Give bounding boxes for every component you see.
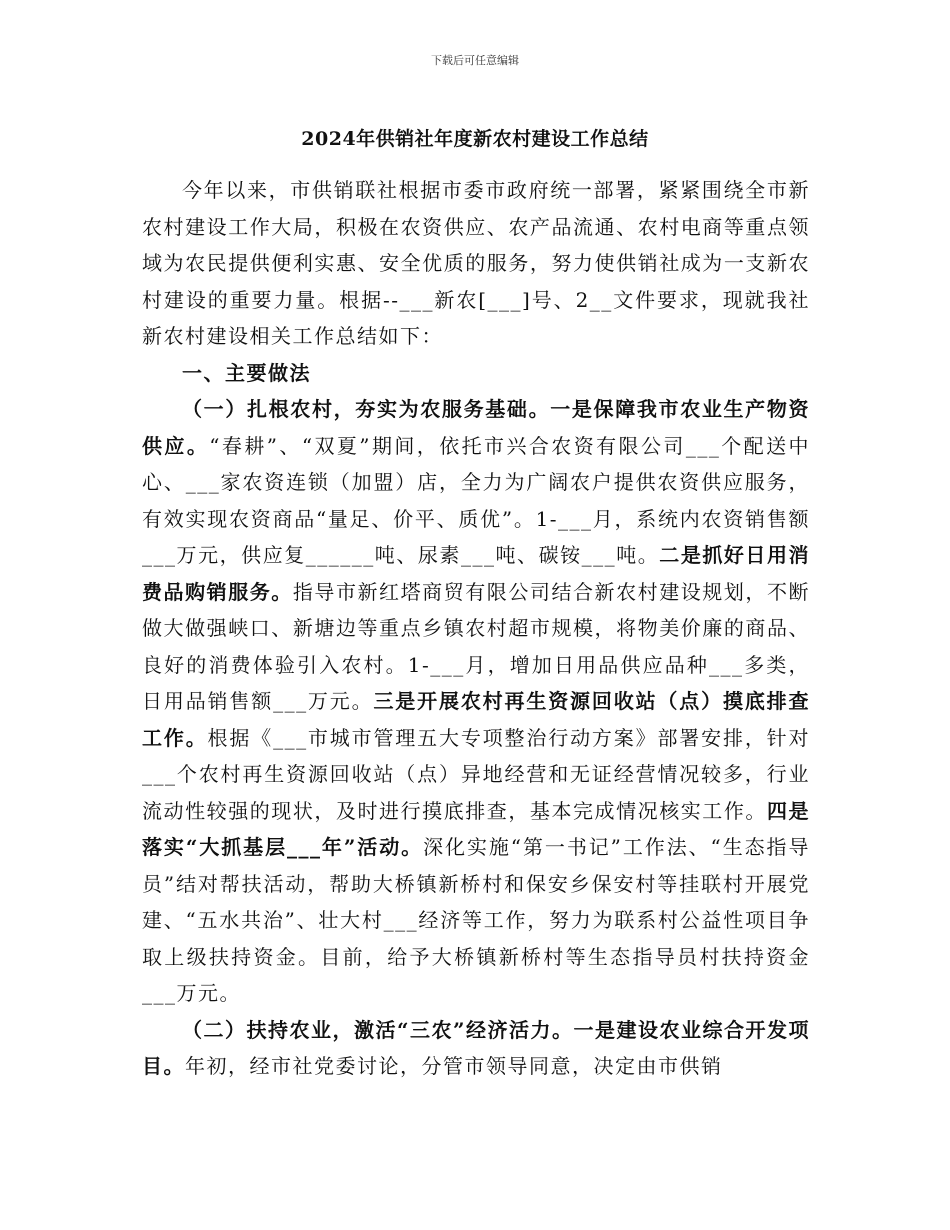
item-title: 四是落实“大抓基层___年”活动。 xyxy=(142,798,811,859)
subsection-heading: （二）扶持农业，激活“三农”经济活力。 xyxy=(182,1017,574,1042)
item-text: “春耕”、“双夏”期间，依托市兴合农资有限公司___个配送中心、___家农资连锁（加盟）店，全力为广阔农户提供农资供应服务，有效实现农资商品“量足、价平、质优”。1-___月，系统内农资销售额___万元，供应复______吨、尿素___吨、碳铵___吨。 xyxy=(142,433,810,567)
item-title: 一是保障我市农业生产物资供应。 xyxy=(142,397,811,458)
item-text: 指导市新红塔商贸有限公司结合新农村建设规划，不断做大做强峡口、新塘边等重点乡镇农村超市规模，将物美价廉的商品、良好的消费体验引入农村。1-___月，增加日用品供应品种___多类，日用品销售额___万元。 xyxy=(142,579,811,713)
document-body xyxy=(142,172,810,1085)
item-text: 深化实施“第一书记”工作法、“生态指导员”结对帮扶活动，帮助大桥镇新桥村和保安乡保安村等挂联村开展党建、“五水共治”、壮大村___经济等工作，努力为联系村公益性项目争取上级扶持资金。目前，给予大桥镇新桥村等生态指导员村扶持资金___万元。 xyxy=(142,835,810,1005)
item-text: 年初，经市社党委讨论，分管市领导同意，决定由市供销 xyxy=(185,1054,723,1078)
subsection-heading: （一）扎根农村，夯实为农服务基础。 xyxy=(182,397,551,421)
item-title: 二是抓好日用消费品购销服务。 xyxy=(142,543,811,604)
item-text: 根据《___市城市管理五大专项整治行动方案》部署安排，针对___个农村再生资源回收站（点）异地经营和无证经营情况较多，行业流动性较强的现状，及时进行摸底排查，基本完成情况核实工作。 xyxy=(142,725,811,823)
document-title: 2024年供销社年度新农村建设工作总结 xyxy=(301,128,649,150)
paragraph-rooted-in-countryside xyxy=(142,391,810,1012)
intro-paragraph: 今年以来，市供销联社根据市委市政府统一部署，紧紧围绕全市新农村建设工作大局，积极在农资供应、农产品流通、农村电商等重点领域为农民提供便利实惠、安全优质的服务，努力使供销社成为一支新农村建设的重要力量。根据--___新农[___]号、2__文件要求，现就我社新农村建设相关工作总结如下： xyxy=(142,178,810,348)
paragraph-support-agriculture xyxy=(142,1012,810,1085)
item-title: 一是建设农业综合开发项目。 xyxy=(142,1017,811,1078)
page-header-note: 下载后可任意编辑 xyxy=(431,54,519,67)
item-title: 三是开展农村再生资源回收站（点）摸底排查工作。 xyxy=(142,689,811,750)
section-heading-main-practices: 一、主要做法 xyxy=(182,360,311,385)
